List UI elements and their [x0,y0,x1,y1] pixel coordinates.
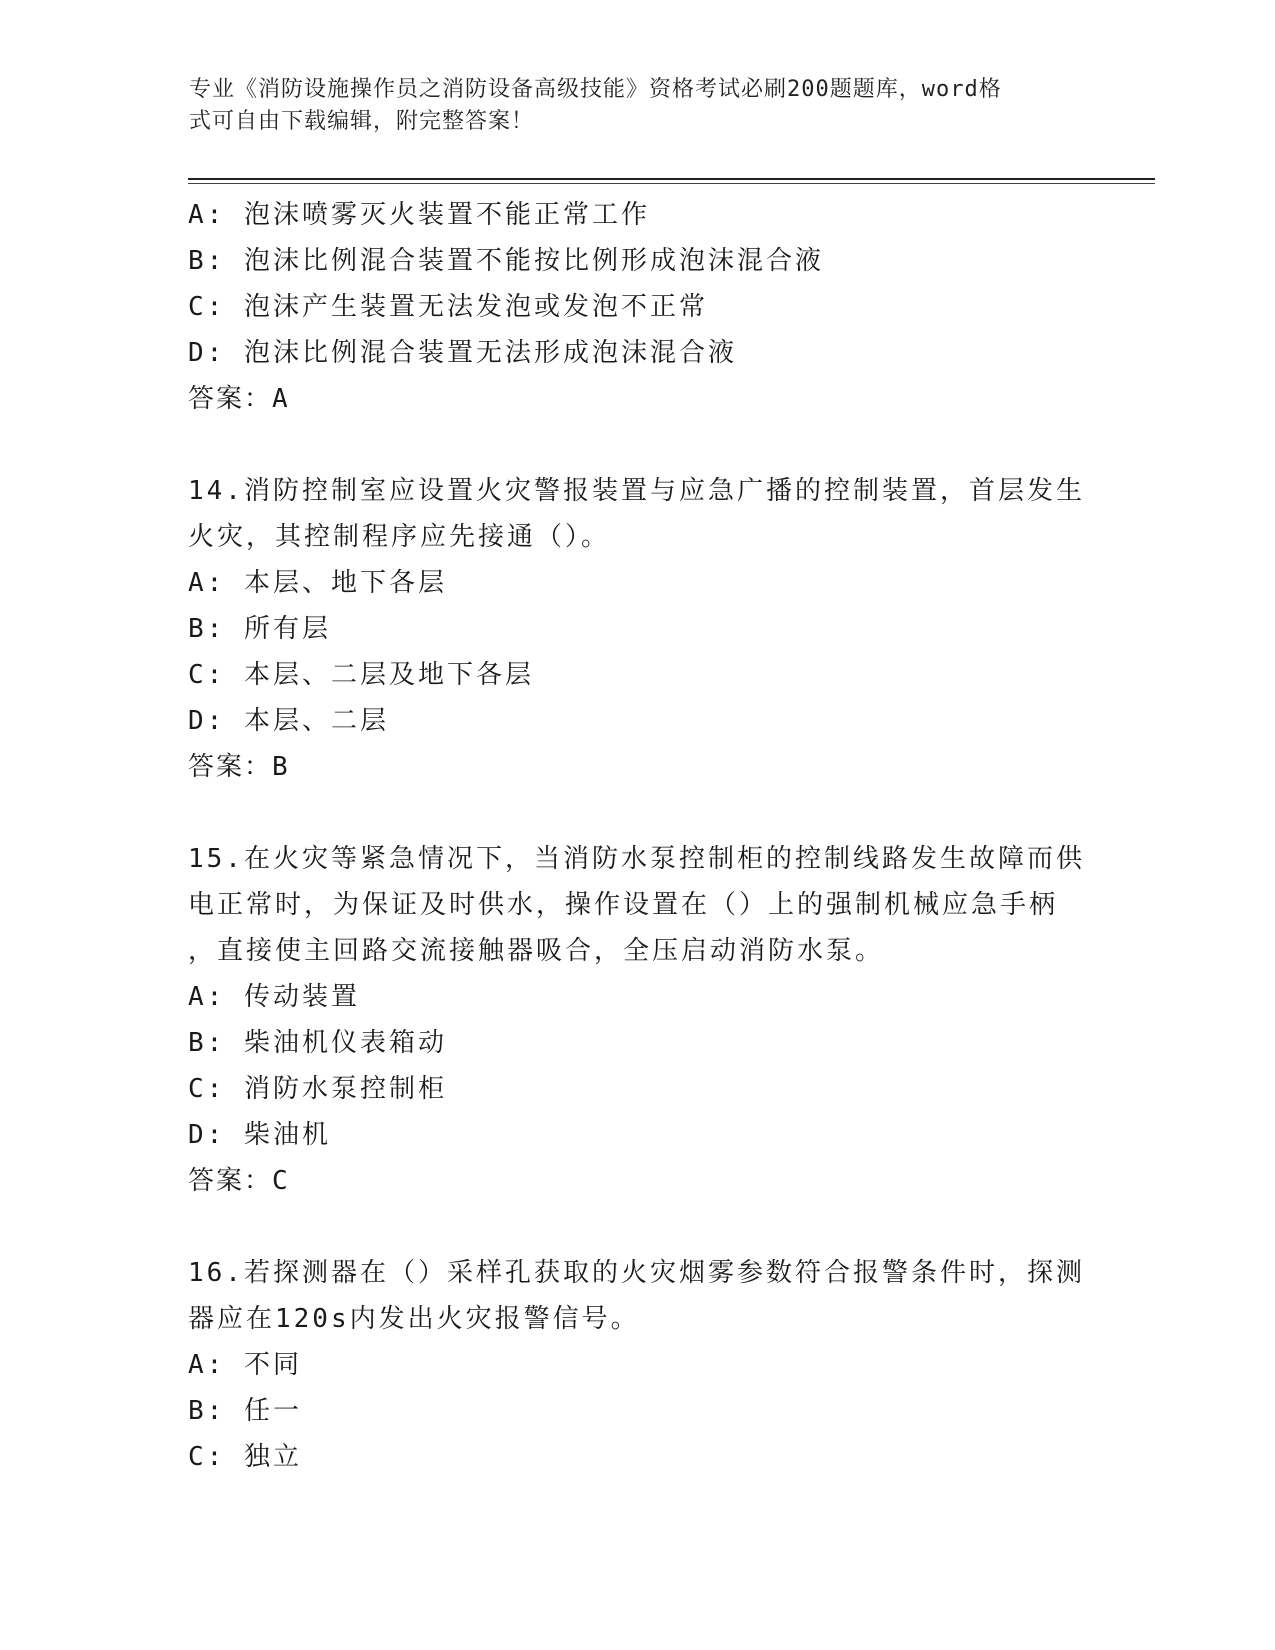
header-divider-thick [188,178,1155,180]
option-a: A: 传动装置 [188,982,360,1012]
header-divider-thin [188,183,1155,184]
option-c: C: 消防水泵控制柜 [188,1074,447,1104]
option-b: B: 柴油机仪表箱动 [188,1028,447,1058]
option-c: C: 本层、二层及地下各层 [188,660,534,690]
header-title-line-1: 专业《消防设施操作员之消防设备高级技能》资格考试必刷200题题库，word格 [189,77,1002,102]
option-d: D: 泡沫比例混合装置无法形成泡沫混合液 [188,338,737,368]
question-14 [188,468,1088,790]
option-a: A: 不同 [188,1350,302,1380]
option-b: B: 所有层 [188,614,331,644]
question-spacer [188,1204,1088,1250]
question-15 [188,836,1088,1204]
document-header [189,74,1069,138]
question-text-line: 器应在120s内发出火灾报警信号。 [188,1304,640,1334]
question-text-line: ，直接使主回路交流接触器吸合，全压启动消防水泵。 [188,936,885,966]
question-text-line: 16.若探测器在（）采样孔获取的火灾烟雾参数符合报警条件时，探测 [188,1258,1085,1288]
question-13-partial [188,192,1088,422]
question-text-line: 电正常时，为保证及时供水，操作设置在（）上的强制机械应急手柄 [188,890,1059,920]
question-list [188,192,1088,1480]
option-c: C: 独立 [188,1442,302,1472]
header-title-line-2: 式可自由下载编辑，附完整答案！ [189,109,535,134]
question-spacer [188,422,1088,468]
option-b: B: 任一 [188,1396,302,1426]
answer-line: 答案：C [188,1166,290,1196]
question-16 [188,1250,1088,1480]
option-a: A: 本层、地下各层 [188,568,447,598]
option-d: D: 柴油机 [188,1120,331,1150]
option-d: D: 本层、二层 [188,706,389,736]
answer-line: 答案：B [188,752,290,782]
option-c: C: 泡沫产生装置无法发泡或发泡不正常 [188,292,708,322]
question-text-line: 14.消防控制室应设置火灾警报装置与应急广播的控制装置，首层发生 [188,476,1085,506]
question-text-line: 火灾，其控制程序应先接通（）。 [188,522,611,552]
option-b: B: 泡沫比例混合装置不能按比例形成泡沫混合液 [188,246,824,276]
question-text-line: 15.在火灾等紧急情况下，当消防水泵控制柜的控制线路发生故障而供 [188,844,1085,874]
option-a: A: 泡沫喷雾灭火装置不能正常工作 [188,200,650,230]
answer-line: 答案：A [188,384,290,414]
question-spacer [188,790,1088,836]
